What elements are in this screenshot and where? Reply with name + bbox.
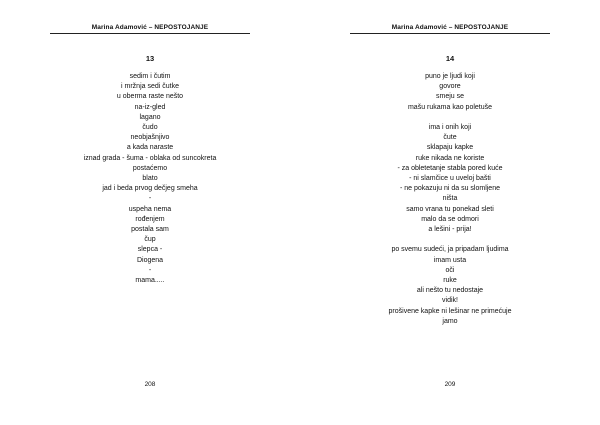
poem-line: lagano [139, 113, 161, 121]
poem-line: govore [439, 83, 461, 91]
poem-line: samo vrana tu ponekad sleti [406, 205, 494, 213]
running-header: Marina Adamović – NEPOSTOJANJE [391, 24, 509, 31]
poem-line: po svemu sudeći, ja pripadam ljudima [391, 246, 509, 254]
poem-line: slepca - [137, 246, 163, 254]
poem-line: i mržnja sedi čutke [121, 83, 179, 91]
poem-line: prošivene kapke ni lešinar ne primećuje [388, 307, 512, 315]
poem-line: imam usta [433, 256, 467, 264]
poem-line: iznad grada - šuma - oblaka od suncokreta [83, 154, 217, 162]
poem-line: malo da se odmori [421, 215, 479, 223]
poem-line: ruke [443, 277, 457, 285]
poem-line: ima i onih koji [428, 124, 472, 131]
poem-line: u oberma raste nešto [116, 93, 184, 101]
poem-line [300, 113, 600, 123]
header-rule [50, 33, 250, 34]
poem-line: čudo [142, 124, 158, 132]
poem-line: sklapaju kapke [426, 144, 474, 152]
poem-line: na-iz-gled [134, 103, 166, 111]
page-number: 208 [144, 381, 156, 388]
header-rule [350, 33, 550, 34]
poem-line: sedim i čutim [129, 73, 171, 80]
poem-line: Diogena [136, 256, 164, 264]
poem-line: postaćemo [132, 164, 168, 172]
page-number: 209 [444, 381, 456, 388]
poem-line: rođenjem [135, 215, 165, 223]
poem-number: 14 [445, 54, 455, 63]
poem-line: oči [445, 266, 455, 274]
poem-line: ništa [442, 195, 458, 203]
poem-line: blato [142, 175, 158, 183]
poem-line: jad i beda prvog dečjeg smeha [102, 185, 198, 193]
poem-body [0, 72, 300, 286]
poem-line: smeju se [435, 93, 464, 101]
poem-line: - ni slamčice u uveloj bašti [409, 175, 491, 183]
poem-line: jamo [442, 317, 458, 325]
poem-line: čute [443, 134, 457, 142]
poem-line: vidik! [442, 297, 458, 305]
poem-line: - [148, 266, 152, 274]
poem-line: postala sam [131, 226, 169, 234]
poem-line [300, 235, 600, 245]
poem-line: ruke nikada ne koriste [415, 154, 485, 162]
poem-number: 13 [145, 54, 155, 63]
poem-body [300, 72, 600, 327]
poem-line: a kada naraste [126, 144, 174, 152]
poem-line: mašu rukama kao poletuše [407, 103, 493, 111]
poem-line: - za obletetanje stabla pored kuće [397, 164, 503, 172]
poem-line: ali nešto tu nedostaje [416, 287, 484, 295]
poem-line: neobjašnjivo [130, 134, 170, 142]
poem-line: - ne pokazuju ni da su slomljene [399, 185, 500, 193]
poem-line: mama..... [135, 277, 165, 285]
poem-line: - [148, 195, 152, 203]
poem-line: čup [144, 236, 156, 244]
poem-line: uspeha nema [128, 205, 172, 213]
running-header: Marina Adamović – NEPOSTOJANJE [91, 24, 209, 31]
poem-line: puno je ljudi koji [425, 73, 475, 80]
right-page [300, 0, 600, 425]
poem-line: a lešini - prija! [428, 226, 472, 234]
